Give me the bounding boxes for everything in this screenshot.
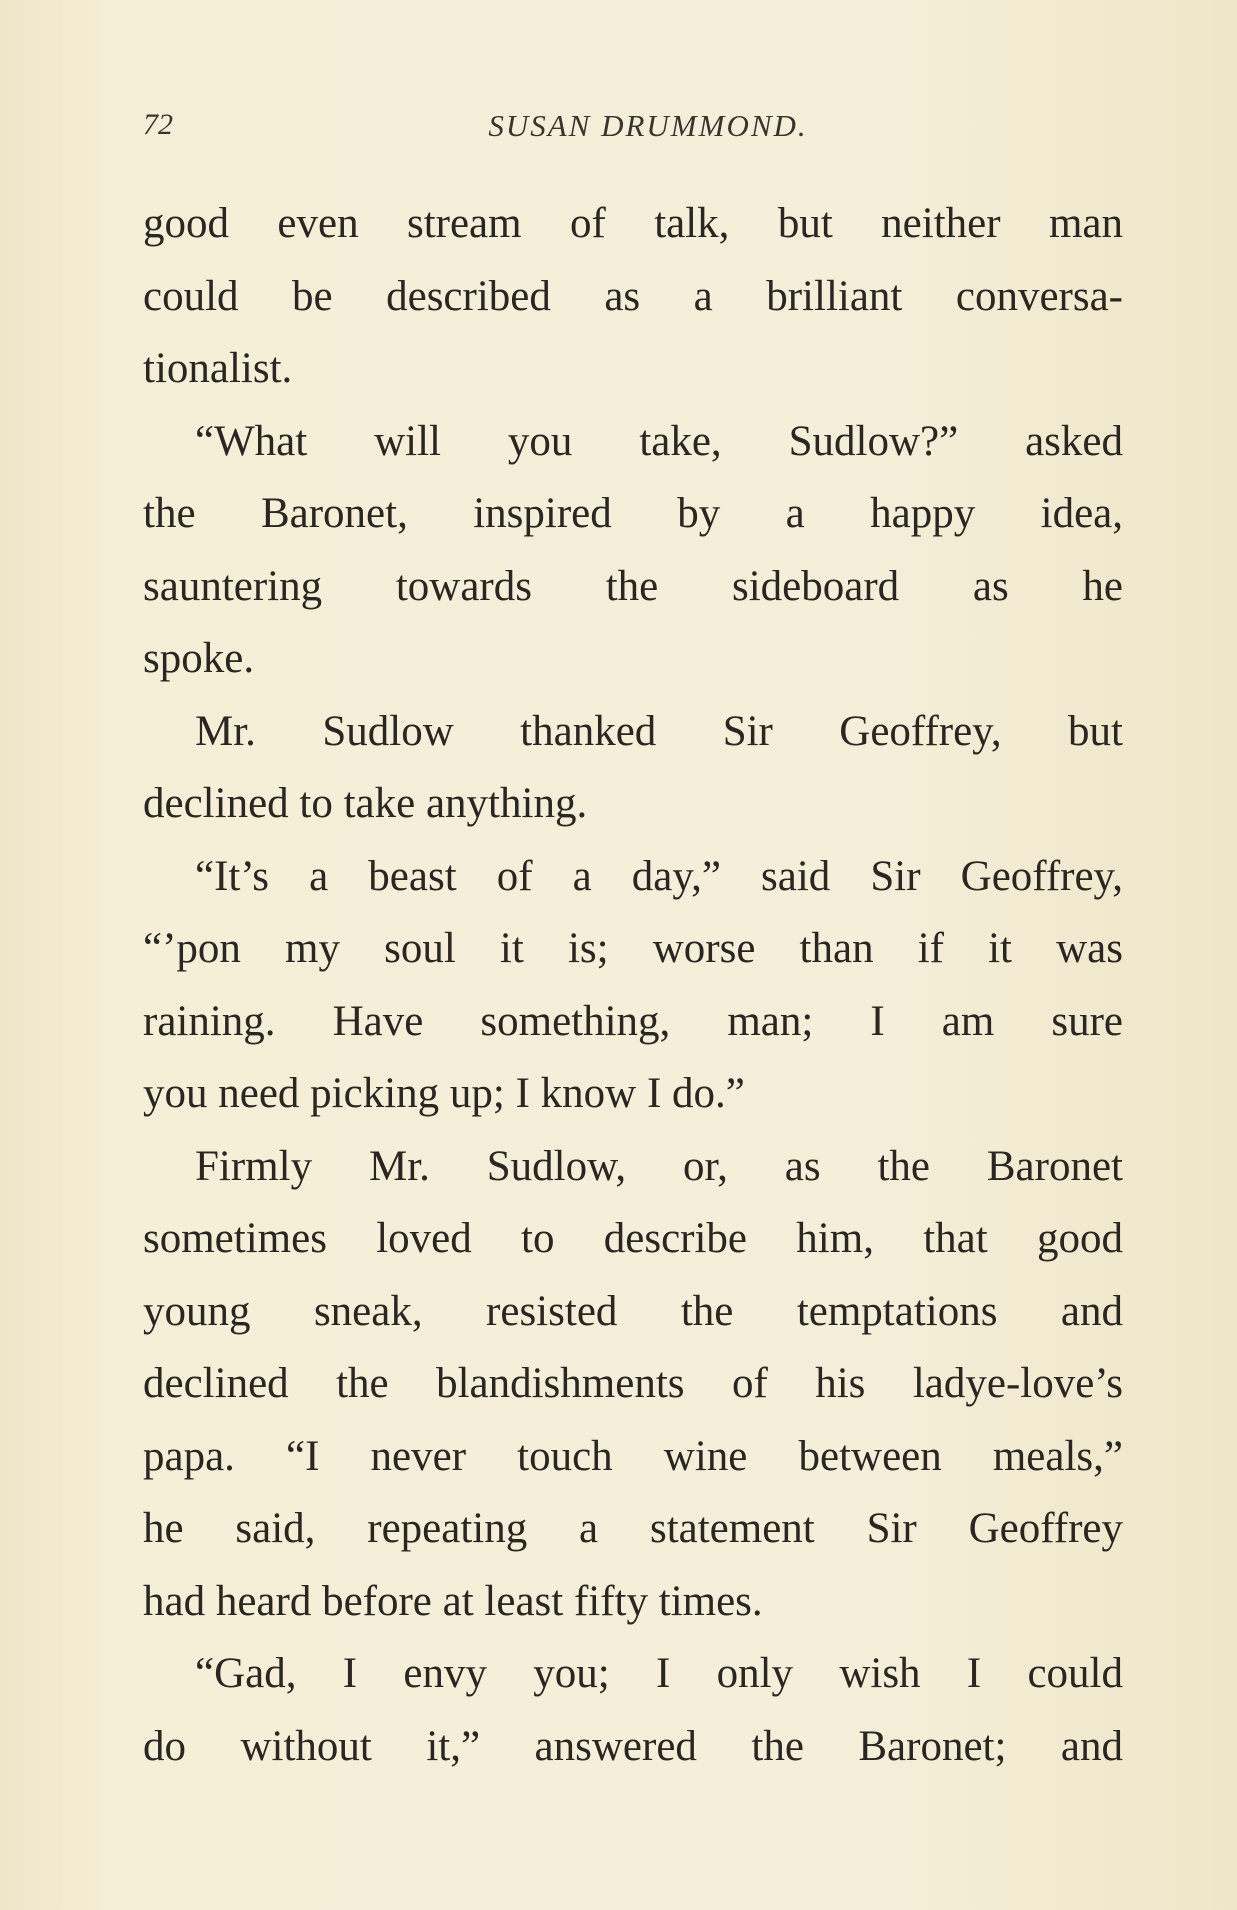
text-line: “What will you take, Sudlow?” asked bbox=[195, 417, 1123, 465]
text-line: young sneak, resisted the temptations and bbox=[143, 1287, 1123, 1335]
text-line: tionalist. bbox=[143, 345, 293, 392]
text-line: you need picking up; I know I do.” bbox=[143, 1070, 745, 1117]
text-line: sometimes loved to describe him, that good bbox=[143, 1215, 1123, 1262]
text-line: had heard before at least fifty times. bbox=[143, 1577, 763, 1625]
text-line: good even stream of talk, but neither man bbox=[143, 200, 1123, 247]
running-title: SUSAN DRUMMOND. bbox=[488, 108, 808, 143]
text-line: “’pon my soul it is; worse than if it was bbox=[143, 925, 1123, 972]
text-line: spoke. bbox=[143, 635, 255, 682]
body-text bbox=[143, 188, 1123, 1783]
text-line: declined to take anything. bbox=[143, 780, 588, 827]
text-line: Firmly Mr. Sudlow, or, as the Baronet bbox=[195, 1142, 1123, 1190]
text-line: declined the blandishments of his ladye-love’s bbox=[143, 1360, 1123, 1407]
text-line: “Gad, I envy you; I only wish I could bbox=[195, 1650, 1123, 1697]
page-number: 72 bbox=[143, 108, 173, 141]
text-line: the Baronet, inspired by a happy idea, bbox=[143, 490, 1123, 537]
text-line: “It’s a beast of a day,” said Sir Geoffrey, bbox=[195, 852, 1123, 900]
text-line: raining. Have something, man; I am sure bbox=[143, 997, 1123, 1045]
text-line: he said, repeating a statement Sir Geoffrey bbox=[143, 1505, 1123, 1552]
text-line: could be described as a brilliant conversa- bbox=[143, 272, 1123, 320]
text-line: sauntering towards the sideboard as he bbox=[143, 562, 1123, 610]
running-head bbox=[143, 108, 1123, 148]
text-line: do without it,” answered the Baronet; and bbox=[143, 1722, 1123, 1770]
text-line: Mr. Sudlow thanked Sir Geoffrey, but bbox=[195, 707, 1123, 755]
text-line: papa. “I never touch wine between meals,” bbox=[143, 1432, 1123, 1480]
